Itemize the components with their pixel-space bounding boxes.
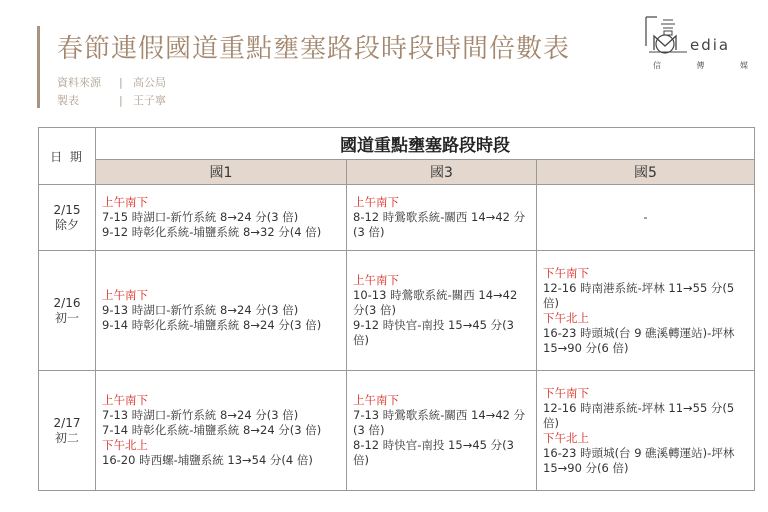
day-label: 除夕	[54, 217, 79, 232]
segment-entry: 16-23 時頭城(台 9 礁溪轉運站)-坪林 15→90 分(6 倍)	[543, 325, 735, 355]
media-logo	[643, 16, 753, 72]
source-label: 資料來源	[57, 76, 101, 89]
segment-entry: 7-13 時湖口-新竹系統 8→24 分(3 倍)	[102, 408, 299, 422]
direction-label: 下午北上	[102, 438, 148, 452]
source-line	[57, 74, 166, 90]
table-row	[39, 371, 755, 491]
schedule-cell-highway-3	[347, 371, 537, 491]
maker-separator: |	[119, 94, 123, 107]
source-separator: |	[119, 76, 123, 89]
logo-mark-icon	[643, 16, 687, 56]
source-value: 高公局	[133, 76, 166, 89]
logo-sub-char: 傳	[696, 61, 705, 70]
schedule-cell-highway-1	[96, 371, 347, 491]
column-header-highway-1: 國1	[96, 160, 347, 185]
schedule-cell-highway-3	[347, 185, 537, 251]
maker-value: 王子寧	[133, 94, 166, 107]
maker-label: 製表	[57, 94, 79, 107]
direction-label: 上午南下	[102, 393, 148, 407]
logo-sub-char: 媒	[740, 61, 748, 70]
logo-subtitle	[653, 60, 748, 71]
schedule-cell-highway-5	[537, 251, 755, 371]
logo-brand-text: edia	[690, 36, 731, 54]
page-title: 春節連假國道重點壅塞路段時段時間倍數表	[57, 34, 571, 64]
segment-entry: 7-13 時鶯歌系統-關西 14→42 分(3 倍)	[353, 408, 526, 437]
main-header: 國道重點壅塞路段時段	[96, 128, 755, 160]
direction-label: 上午南下	[102, 288, 148, 302]
date-cell	[39, 371, 96, 491]
segment-entry: 9-12 時快官-南投 15→45 分(3 倍)	[353, 318, 514, 347]
direction-label: 上午南下	[353, 195, 399, 209]
schedule-cell-highway-3	[347, 251, 537, 371]
segment-entry: 9-14 時彰化系統-埔鹽系統 8→24 分(3 倍)	[102, 318, 322, 332]
date-cell	[39, 251, 96, 371]
segment-entry: 7-15 時湖口-新竹系統 8→24 分(3 倍)	[102, 210, 299, 224]
direction-label: 下午南下	[543, 385, 589, 400]
day-label: 初二	[54, 430, 79, 445]
direction-label: 上午南下	[353, 393, 399, 407]
segment-entry: 12-16 時南港系統-坪林 11→55 分(5 倍)	[543, 280, 735, 310]
congestion-table	[38, 127, 755, 491]
direction-label: 上午南下	[102, 195, 148, 209]
logo-sub-char: 信	[653, 61, 661, 70]
direction-label: 上午南下	[353, 273, 399, 287]
table-row	[39, 185, 755, 251]
segment-entry: 8-12 時快官-南投 15→45 分(3 倍)	[353, 438, 514, 467]
segment-entry: 7-14 時彰化系統-埔鹽系統 8→24 分(3 倍)	[102, 423, 322, 437]
schedule-cell-highway-5	[537, 185, 755, 251]
schedule-cell-highway-1	[96, 185, 347, 251]
segment-entry: 10-13 時鶯歌系統-關西 14→42 分(3 倍)	[353, 288, 518, 317]
header-accent-bar	[37, 26, 40, 108]
segment-entry: 9-12 時彰化系統-埔鹽系統 8→32 分(4 倍)	[102, 225, 322, 239]
date-value: 2/17	[53, 415, 81, 430]
column-header-highway-3: 國3	[347, 160, 537, 185]
date-value: 2/15	[53, 202, 81, 217]
segment-entry: 16-23 時頭城(台 9 礁溪轉運站)-坪林 15→90 分(6 倍)	[543, 445, 735, 475]
segment-entry: 12-16 時南港系統-坪林 11→55 分(5 倍)	[543, 400, 735, 430]
direction-label: 下午北上	[543, 310, 589, 325]
segment-entry: 16-20 時西螺-埔鹽系統 13→54 分(4 倍)	[102, 453, 313, 467]
direction-label: 下午南下	[543, 265, 589, 280]
column-header-highway-5: 國5	[537, 160, 755, 185]
table-row	[39, 251, 755, 371]
date-value: 2/16	[53, 295, 81, 310]
schedule-cell-highway-1	[96, 251, 347, 371]
date-cell	[39, 185, 96, 251]
direction-label: 下午北上	[543, 430, 589, 445]
day-label: 初一	[54, 310, 79, 325]
date-header: 日 期	[39, 128, 96, 185]
segment-entry: 8-12 時鶯歌系統-關西 14→42 分(3 倍)	[353, 210, 526, 239]
empty-marker: -	[643, 210, 648, 224]
segment-entry: 9-13 時湖口-新竹系統 8→24 分(3 倍)	[102, 303, 299, 317]
schedule-cell-highway-5	[537, 371, 755, 491]
maker-line	[57, 92, 166, 108]
